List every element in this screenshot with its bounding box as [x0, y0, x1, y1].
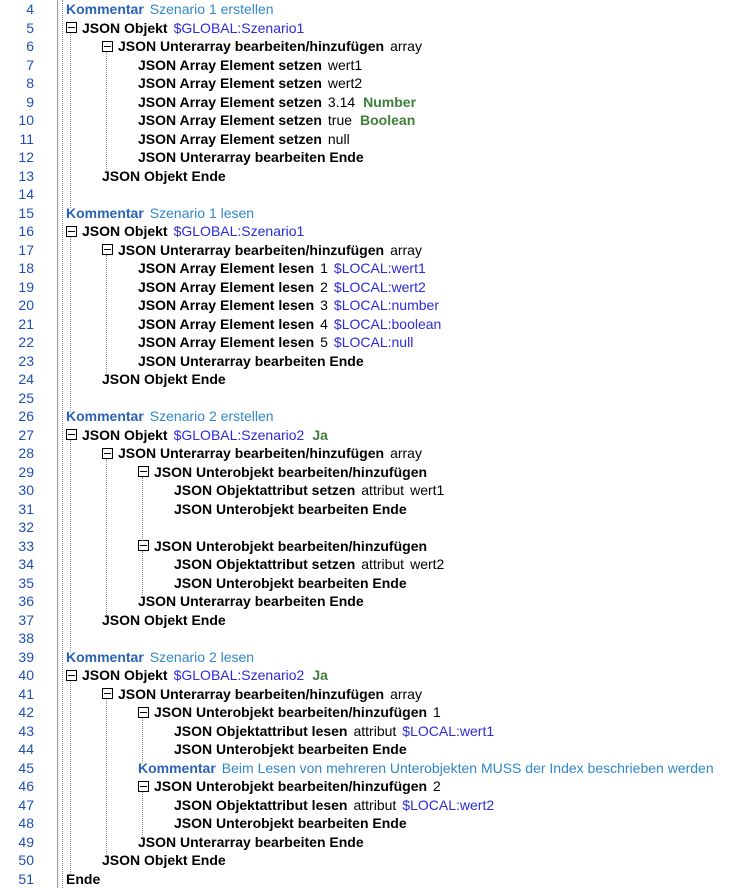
flag-token: Ja [312, 667, 328, 683]
comment-text: Beim Lesen von mehreren Unterobjekten MUSS der Index beschrieben werden [221, 759, 714, 776]
code-text [138, 296, 439, 315]
indent-guide [106, 699, 107, 856]
command-keyword: JSON Unterarray bearbeiten Ende [138, 833, 364, 850]
line-number: 44 [18, 741, 34, 757]
code-text [138, 259, 426, 278]
command-keyword: JSON Objekt [82, 19, 168, 36]
fold-collapse-icon[interactable] [102, 244, 113, 255]
code-text [102, 167, 226, 186]
code-text [174, 555, 444, 574]
code-line[interactable] [0, 56, 750, 75]
code-text [66, 426, 328, 445]
line-number: 42 [18, 704, 34, 720]
line-number: 18 [18, 260, 34, 276]
code-text [138, 777, 441, 796]
argument-token: wert2 [410, 556, 445, 572]
line-number: 34 [18, 556, 34, 572]
argument-token: array [390, 241, 422, 258]
command-keyword: JSON Unterobjekt bearbeiten Ende [174, 741, 407, 757]
code-line[interactable] [0, 759, 750, 778]
code-text [138, 537, 427, 556]
code-text [102, 611, 226, 630]
comment-keyword: Kommentar [66, 1, 144, 17]
command-keyword: JSON Objektattribut setzen [174, 482, 356, 498]
variable-token: $LOCAL:wert1 [333, 260, 426, 276]
code-text [174, 740, 407, 759]
code-text [102, 37, 422, 56]
command-keyword: JSON Array Element setzen [138, 75, 322, 91]
argument-token: 2 [320, 278, 328, 295]
code-text [66, 19, 304, 38]
code-line[interactable] [0, 777, 750, 796]
indent-guide [106, 255, 107, 375]
code-line[interactable] [0, 278, 750, 297]
command-keyword: JSON Objektattribut lesen [174, 722, 348, 739]
argument-token: 4 [320, 315, 328, 332]
command-keyword: JSON Array Element lesen [138, 297, 315, 313]
comment-keyword: Kommentar [138, 759, 216, 776]
flag-token: Number [363, 93, 417, 110]
code-line[interactable] [0, 296, 750, 315]
code-line[interactable] [0, 555, 750, 574]
argument-token: wert2 [327, 75, 363, 91]
code-line[interactable] [0, 703, 750, 722]
code-line[interactable] [0, 407, 750, 426]
code-line[interactable] [0, 93, 750, 112]
code-line[interactable] [0, 259, 750, 278]
command-keyword: JSON Unterarray bearbeiten Ende [138, 593, 364, 609]
argument-token: 3.14 [327, 93, 356, 110]
indent-guide [70, 237, 71, 412]
indent-guide [142, 477, 143, 541]
argument-token: wert1 [410, 482, 445, 498]
code-line[interactable] [0, 648, 750, 667]
line-number: 27 [18, 426, 34, 443]
line-number: 41 [18, 685, 34, 702]
line-number: 24 [18, 371, 34, 387]
line-number: 23 [18, 352, 34, 369]
variable-token: $GLOBAL:Szenario2 [173, 426, 305, 443]
code-text [66, 648, 254, 667]
code-text [138, 463, 427, 482]
command-keyword: Ende [66, 870, 101, 887]
command-keyword: JSON Objekt Ende [102, 167, 226, 184]
line-number: 32 [18, 519, 34, 535]
variable-token: $LOCAL:wert2 [333, 278, 426, 295]
command-keyword: JSON Array Element setzen [138, 112, 322, 128]
line-number: 45 [18, 759, 34, 776]
code-text [138, 278, 426, 297]
code-text [102, 241, 422, 260]
code-text [102, 444, 422, 463]
code-line[interactable] [0, 130, 750, 149]
code-line[interactable] [0, 19, 750, 38]
command-keyword: JSON Array Element setzen [138, 93, 322, 110]
comment-keyword: Kommentar [66, 408, 144, 424]
command-keyword: JSON Objektattribut setzen [174, 556, 356, 572]
command-keyword: JSON Objekt Ende [102, 852, 226, 868]
command-keyword: JSON Array Element setzen [138, 56, 322, 73]
code-text [102, 851, 226, 870]
variable-token: $LOCAL:boolean [333, 315, 442, 332]
code-line[interactable] [0, 0, 750, 19]
command-keyword: JSON Objektattribut lesen [174, 796, 348, 813]
command-keyword: JSON Unterobjekt bearbeiten Ende [174, 500, 407, 517]
code-text [138, 74, 362, 93]
line-number: 47 [18, 796, 34, 813]
line-number: 22 [18, 334, 34, 350]
code-text [102, 370, 226, 389]
argument-token: 1 [320, 260, 328, 276]
code-line[interactable] [0, 685, 750, 704]
line-number: 29 [18, 463, 34, 480]
line-number: 20 [18, 297, 34, 313]
command-keyword: JSON Unterobjekt bearbeiten/hinzufügen [154, 537, 428, 554]
line-number: 49 [18, 833, 34, 850]
comment-keyword: Kommentar [66, 204, 144, 221]
line-number: 7 [26, 56, 34, 73]
line-number: 16 [18, 223, 34, 239]
argument-token: array [390, 445, 422, 461]
command-keyword: JSON Objekt Ende [102, 371, 226, 387]
fold-collapse-icon[interactable] [66, 22, 77, 33]
line-number: 21 [18, 315, 34, 332]
code-line[interactable] [0, 370, 750, 389]
code-text [138, 130, 350, 149]
indent-guide [142, 551, 143, 597]
variable-token: $LOCAL:null [333, 334, 414, 350]
command-keyword: JSON Array Element lesen [138, 260, 315, 276]
argument-token: attribut [361, 482, 405, 498]
line-number: 43 [18, 722, 34, 739]
variable-token: $LOCAL:wert2 [402, 796, 495, 813]
fold-collapse-icon[interactable] [66, 429, 77, 440]
code-text [138, 759, 714, 778]
indent-guide [106, 52, 107, 172]
code-line[interactable] [0, 500, 750, 519]
code-text [138, 592, 364, 611]
line-number: 12 [18, 149, 34, 165]
code-text [174, 796, 494, 815]
code-text [138, 56, 362, 75]
line-number: 38 [18, 630, 34, 646]
code-line[interactable] [0, 426, 750, 445]
command-keyword: JSON Unterarray bearbeiten/hinzufügen [118, 241, 385, 258]
command-keyword: JSON Array Element lesen [138, 315, 315, 332]
command-keyword: JSON Array Element setzen [138, 130, 322, 147]
line-number: 36 [18, 593, 34, 609]
indent-guide [62, 0, 63, 888]
command-keyword: JSON Unterarray bearbeiten/hinzufügen [118, 685, 385, 702]
code-line[interactable] [0, 111, 750, 130]
argument-token: true [327, 112, 353, 128]
fold-collapse-icon[interactable] [102, 448, 113, 459]
line-number: 26 [18, 408, 34, 424]
argument-token: 2 [433, 778, 441, 794]
code-text [174, 814, 407, 833]
code-line[interactable] [0, 389, 750, 408]
code-text [138, 93, 416, 112]
code-text [174, 574, 407, 593]
code-line[interactable] [0, 629, 750, 648]
code-line[interactable] [0, 148, 750, 167]
code-line[interactable] [0, 481, 750, 500]
variable-token: $GLOBAL:Szenario2 [173, 667, 305, 683]
code-line[interactable] [0, 574, 750, 593]
code-text [138, 111, 415, 130]
code-text [66, 666, 328, 685]
line-number: 39 [18, 648, 34, 665]
code-line[interactable] [0, 740, 750, 759]
line-number: 19 [18, 278, 34, 295]
line-number: 5 [26, 19, 34, 36]
command-keyword: JSON Array Element lesen [138, 334, 315, 350]
code-line[interactable] [0, 37, 750, 56]
code-line[interactable] [0, 333, 750, 352]
command-keyword: JSON Array Element lesen [138, 278, 315, 295]
argument-token: array [390, 38, 422, 54]
code-text [138, 352, 364, 371]
comment-text: Szenario 2 erstellen [149, 408, 274, 424]
code-line[interactable] [0, 167, 750, 186]
code-line[interactable] [0, 814, 750, 833]
line-number: 9 [26, 93, 34, 110]
code-text [138, 703, 441, 722]
command-keyword: JSON Unterarray bearbeiten Ende [138, 352, 364, 369]
code-line[interactable] [0, 722, 750, 741]
line-number: 37 [18, 611, 34, 628]
line-number: 40 [18, 667, 34, 683]
argument-token: attribut [361, 556, 405, 572]
fold-collapse-icon[interactable] [138, 540, 149, 551]
code-line[interactable] [0, 352, 750, 371]
flag-token: Boolean [360, 112, 416, 128]
code-line[interactable] [0, 444, 750, 463]
code-text [138, 315, 441, 334]
line-number: 11 [19, 130, 34, 147]
comment-text: Szenario 2 lesen [149, 648, 255, 665]
code-line[interactable] [0, 74, 750, 93]
code-line[interactable] [0, 611, 750, 630]
indent-guide [70, 440, 71, 652]
code-line[interactable] [0, 222, 750, 241]
line-number: 17 [18, 241, 34, 258]
code-text [138, 148, 364, 167]
command-keyword: JSON Unterobjekt bearbeiten Ende [174, 574, 407, 591]
command-keyword: JSON Objekt [82, 426, 168, 443]
indent-guide [70, 681, 71, 875]
variable-token: $LOCAL:number [333, 297, 439, 313]
code-line[interactable] [0, 204, 750, 223]
fold-collapse-icon[interactable] [102, 41, 113, 52]
code-text [174, 481, 444, 500]
code-text [66, 870, 100, 888]
variable-token: $GLOBAL:Szenario1 [173, 19, 305, 36]
argument-token: wert1 [327, 56, 363, 73]
line-number: 15 [18, 204, 34, 221]
code-text [138, 333, 413, 352]
line-number: 46 [18, 778, 34, 794]
code-line[interactable] [0, 833, 750, 852]
code-text [66, 204, 254, 223]
command-keyword: JSON Unterobjekt bearbeiten Ende [174, 815, 407, 831]
argument-token: null [327, 130, 350, 147]
command-keyword: JSON Unterobjekt bearbeiten/hinzufügen [154, 778, 428, 794]
line-number: 13 [18, 167, 34, 184]
command-keyword: JSON Unterobjekt bearbeiten/hinzufügen [154, 704, 428, 720]
line-number: 28 [18, 445, 34, 461]
line-number: 6 [26, 38, 34, 54]
line-number: 14 [18, 186, 34, 202]
code-line[interactable] [0, 185, 750, 204]
command-keyword: JSON Unterarray bearbeiten Ende [138, 149, 364, 165]
line-number: 8 [26, 75, 34, 91]
fold-collapse-icon[interactable] [66, 670, 77, 681]
indent-guide [142, 792, 143, 838]
comment-text: Szenario 1 lesen [149, 204, 255, 221]
line-number: 25 [18, 389, 34, 406]
comment-keyword: Kommentar [66, 648, 144, 665]
argument-token: attribut [353, 796, 397, 813]
line-number: 48 [18, 815, 34, 831]
command-keyword: JSON Unterarray bearbeiten/hinzufügen [118, 445, 385, 461]
variable-token: $GLOBAL:Szenario1 [173, 223, 305, 239]
code-line[interactable] [0, 315, 750, 334]
code-text [174, 500, 407, 519]
line-number: 51 [18, 870, 34, 887]
variable-token: $LOCAL:wert1 [402, 722, 495, 739]
code-line[interactable] [0, 870, 750, 888]
line-number: 30 [18, 482, 34, 498]
argument-token: 5 [320, 334, 328, 350]
code-text [174, 722, 494, 741]
line-number: 31 [18, 500, 34, 517]
code-line[interactable] [0, 537, 750, 556]
fold-collapse-icon[interactable] [138, 707, 149, 718]
code-text [138, 833, 364, 852]
fold-collapse-icon[interactable] [138, 466, 149, 477]
code-text [66, 0, 274, 19]
code-text [102, 685, 422, 704]
indent-guide [106, 459, 107, 616]
command-keyword: JSON Objekt Ende [102, 611, 226, 628]
indent-guide [142, 718, 143, 764]
command-keyword: JSON Unterobjekt bearbeiten/hinzufügen [154, 463, 428, 480]
argument-token: 1 [433, 704, 441, 720]
indent-guide [70, 33, 71, 208]
code-line[interactable] [0, 592, 750, 611]
code-line[interactable] [0, 666, 750, 685]
line-number: 50 [18, 852, 34, 868]
code-text [66, 222, 304, 241]
code-text [66, 407, 274, 426]
line-number: 4 [26, 1, 34, 17]
code-line[interactable] [0, 463, 750, 482]
fold-collapse-icon[interactable] [138, 781, 149, 792]
argument-token: 3 [320, 297, 328, 313]
command-keyword: JSON Objekt [82, 223, 168, 239]
command-keyword: JSON Objekt [82, 667, 168, 683]
command-keyword: JSON Unterarray bearbeiten/hinzufügen [118, 38, 385, 54]
comment-text: Szenario 1 erstellen [149, 1, 274, 17]
code-line[interactable] [0, 241, 750, 260]
code-line[interactable] [0, 518, 750, 537]
line-number: 10 [18, 112, 34, 128]
code-line[interactable] [0, 851, 750, 870]
flag-token: Ja [312, 426, 328, 443]
fold-collapse-icon[interactable] [102, 688, 113, 699]
code-line[interactable] [0, 796, 750, 815]
line-number: 33 [18, 537, 34, 554]
argument-token: array [390, 685, 422, 702]
argument-token: attribut [353, 722, 397, 739]
line-number: 35 [18, 574, 34, 591]
fold-collapse-icon[interactable] [66, 226, 77, 237]
